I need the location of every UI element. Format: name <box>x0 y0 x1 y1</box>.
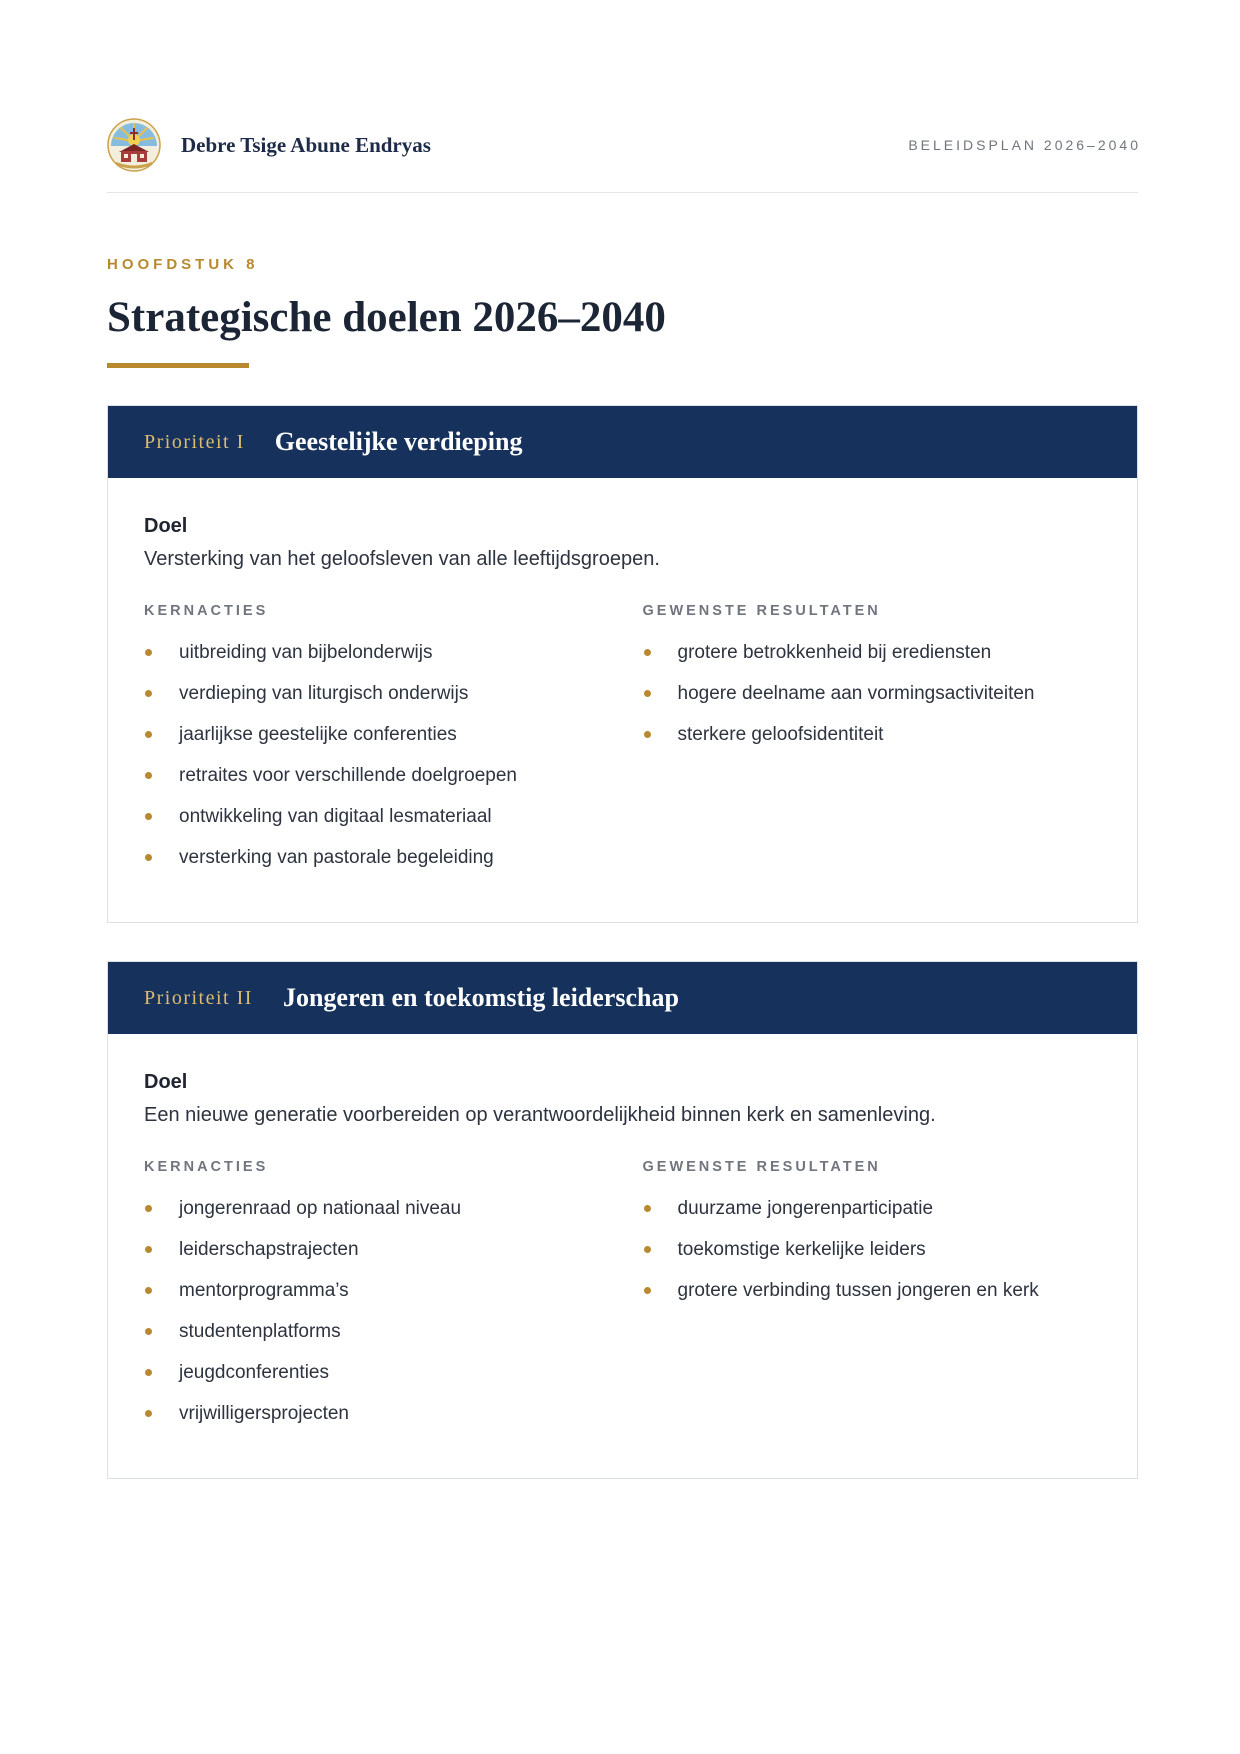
desired-results-column <box>643 601 1102 878</box>
bullet-icon <box>145 854 152 861</box>
result-text: hogere deelname aan vormingsactiviteiten <box>677 682 1035 704</box>
bullet-icon <box>145 1246 152 1253</box>
priority-card <box>107 961 1138 1479</box>
chapter-title: Strategische doelen 2026–2040 <box>107 294 666 341</box>
action-text: jeugdconferenties <box>179 1361 329 1383</box>
action-item <box>144 837 603 878</box>
key-actions-label: KERNACTIES <box>144 1159 269 1175</box>
action-item <box>144 796 603 837</box>
action-item <box>144 1229 603 1270</box>
desired-results-label: GEWENSTE RESULTATEN <box>642 1159 881 1175</box>
result-item <box>643 673 1102 714</box>
priority-card <box>107 405 1138 923</box>
action-item <box>144 755 603 796</box>
bullet-icon <box>145 649 152 656</box>
bullet-icon <box>145 690 152 697</box>
desired-results-list <box>643 1188 1102 1311</box>
church-emblem-logo <box>107 118 161 172</box>
action-text: vrijwilligersprojecten <box>179 1402 349 1424</box>
goal-text: Een nieuwe generatie voorbereiden op verantwoordelijkheid binnen kerk en samenleving. <box>144 1104 936 1126</box>
result-item <box>643 1188 1102 1229</box>
action-text: mentorprogramma’s <box>179 1279 349 1301</box>
chapter-label: HOOFDSTUK 8 <box>107 256 259 273</box>
action-text: uitbreiding van bijbelonderwijs <box>179 641 433 663</box>
action-text: retraites voor verschillende doelgroepen <box>179 764 517 786</box>
document-label: BELEIDSPLAN 2026–2040 <box>908 137 1141 153</box>
result-text: duurzame jongerenparticipatie <box>677 1197 934 1219</box>
action-item <box>144 632 603 673</box>
bullet-icon <box>145 1410 152 1417</box>
action-item <box>144 1188 603 1229</box>
bullet-icon <box>145 772 152 779</box>
priority-columns <box>144 601 1101 878</box>
bullet-icon <box>644 1287 651 1294</box>
desired-results-column <box>643 1157 1102 1434</box>
bullet-icon <box>145 1205 152 1212</box>
bullet-icon <box>644 1205 651 1212</box>
goal-text: Versterking van het geloofsleven van alle leeftijdsgroepen. <box>144 548 660 570</box>
key-actions-list <box>144 632 603 878</box>
key-actions-label: KERNACTIES <box>144 603 269 619</box>
desired-results-label: GEWENSTE RESULTATEN <box>642 603 881 619</box>
action-text: versterking van pastorale begeleiding <box>179 846 494 868</box>
priority-title: Jongeren en toekomstig leiderschap <box>282 983 679 1012</box>
action-item <box>144 1352 603 1393</box>
priority-header <box>108 406 1137 478</box>
bullet-icon <box>644 649 651 656</box>
result-item <box>643 1270 1102 1311</box>
result-text: toekomstige kerkelijke leiders <box>677 1238 926 1260</box>
organization-name: Debre Tsige Abune Endryas <box>181 132 431 157</box>
key-actions-column <box>144 601 603 878</box>
priority-title: Geestelijke verdieping <box>274 427 523 456</box>
goal-heading: Doel <box>144 1071 188 1093</box>
action-text: jaarlijkse geestelijke conferenties <box>179 723 457 745</box>
bullet-icon <box>644 1246 651 1253</box>
result-item <box>643 1229 1102 1270</box>
result-item <box>643 714 1102 755</box>
result-item <box>643 632 1102 673</box>
priority-header <box>108 962 1137 1034</box>
action-item <box>144 714 603 755</box>
bullet-icon <box>145 813 152 820</box>
result-text: grotere verbinding tussen jongeren en kerk <box>677 1279 1039 1301</box>
action-item <box>144 1393 603 1434</box>
priority-body <box>108 478 1137 922</box>
priority-label: Prioriteit II <box>144 986 253 1009</box>
bullet-icon <box>644 690 651 697</box>
bullet-icon <box>644 731 651 738</box>
result-text: grotere betrokkenheid bij erediensten <box>677 641 992 663</box>
bullet-icon <box>145 1369 152 1376</box>
header-divider <box>107 192 1138 193</box>
bullet-icon <box>145 1328 152 1335</box>
key-actions-list <box>144 1188 603 1434</box>
action-item <box>144 673 603 714</box>
priority-columns <box>144 1157 1101 1434</box>
title-underline <box>107 363 249 368</box>
desired-results-list <box>643 632 1102 755</box>
action-text: leiderschapstrajecten <box>179 1238 359 1260</box>
result-text: sterkere geloofsidentiteit <box>677 723 884 745</box>
action-text: studentenplatforms <box>179 1320 341 1342</box>
action-text: ontwikkeling van digitaal lesmateriaal <box>179 805 492 827</box>
priority-label: Prioriteit I <box>144 430 245 453</box>
bullet-icon <box>145 1287 152 1294</box>
bullet-icon <box>145 731 152 738</box>
page-header <box>107 118 1141 172</box>
priority-body <box>108 1034 1137 1478</box>
action-text: verdieping van liturgisch onderwijs <box>179 682 469 704</box>
goal-heading: Doel <box>144 515 188 537</box>
key-actions-column <box>144 1157 603 1434</box>
action-item <box>144 1311 603 1352</box>
action-item <box>144 1270 603 1311</box>
action-text: jongerenraad op nationaal niveau <box>179 1197 462 1219</box>
